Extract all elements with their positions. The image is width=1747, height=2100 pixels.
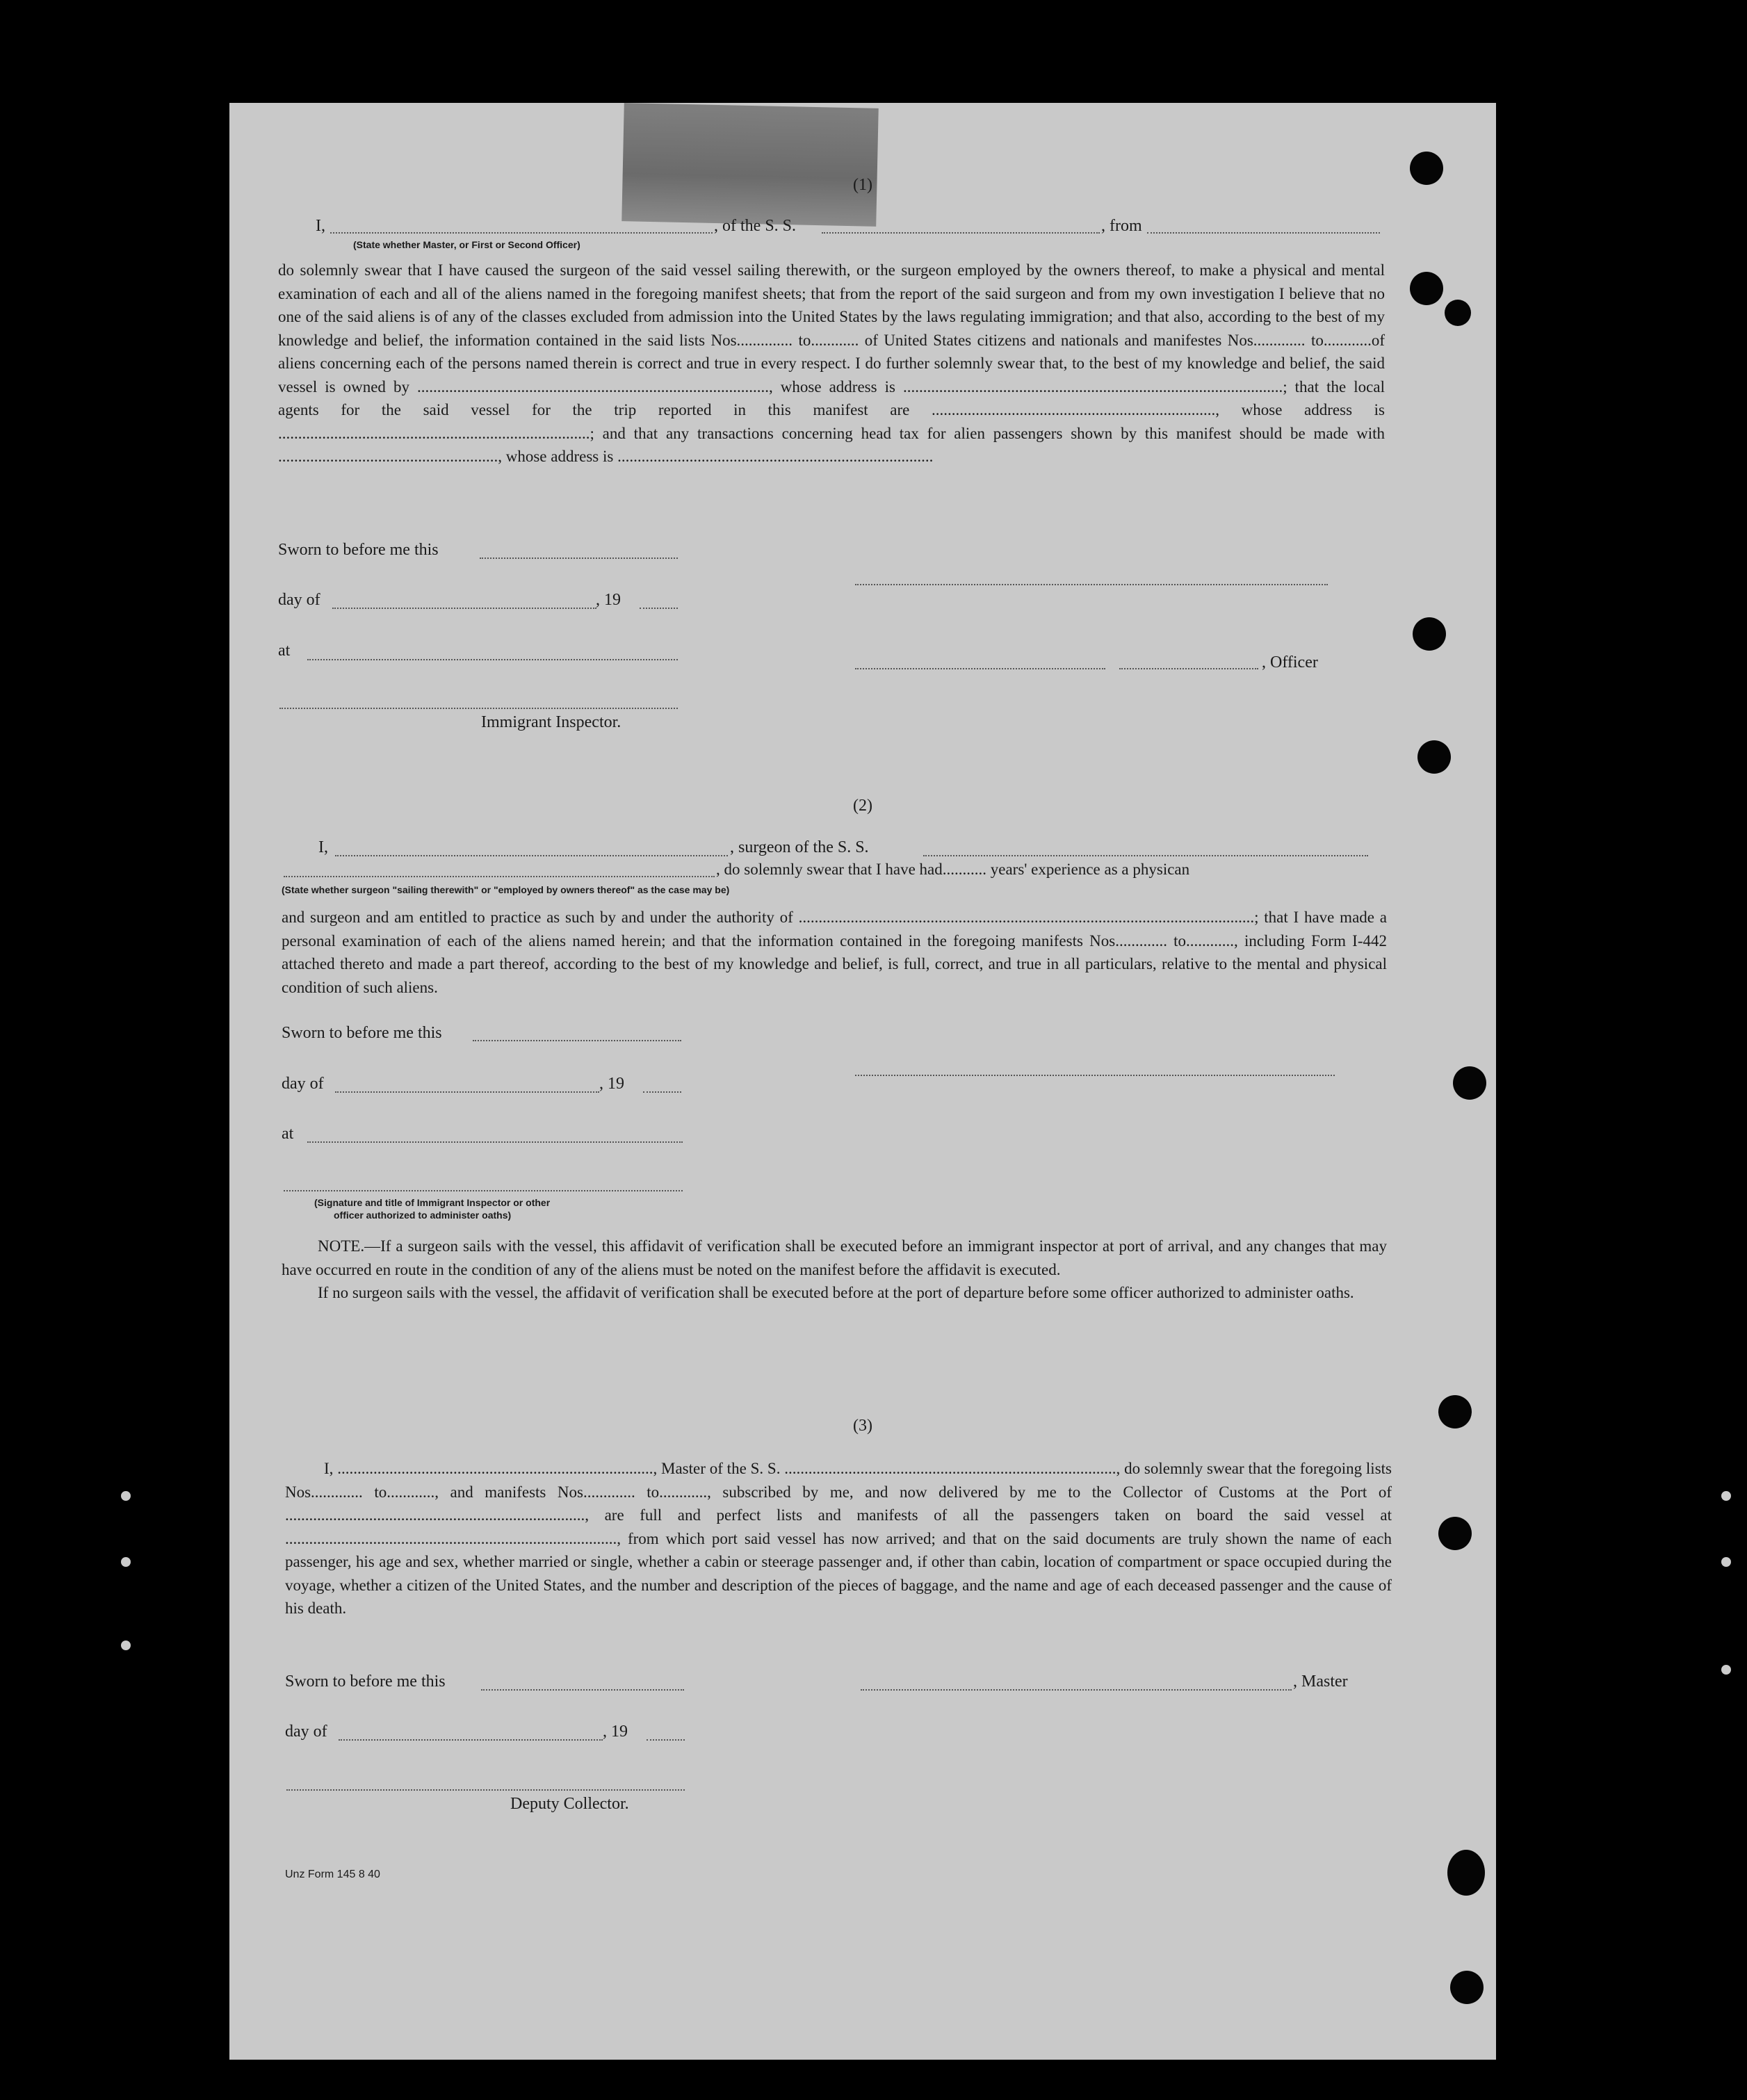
s2-year: , 19 bbox=[599, 1075, 624, 1093]
s2-name-blank bbox=[335, 855, 728, 856]
s1-day-of: day of bbox=[278, 591, 320, 609]
s1-day-blank bbox=[332, 608, 596, 609]
s3-collector-line bbox=[286, 1789, 685, 1791]
s2-day-of: day of bbox=[282, 1075, 324, 1093]
s3-master-blank bbox=[861, 1689, 1292, 1691]
s2-ss-blank bbox=[923, 855, 1368, 856]
s2-signature-blank bbox=[284, 1190, 683, 1191]
s1-sworn: Sworn to before me this bbox=[278, 541, 439, 559]
s3-year: , 19 bbox=[603, 1723, 628, 1741]
s1-officer-label: , Officer bbox=[1262, 653, 1318, 671]
s1-inspector: Immigrant Inspector. bbox=[481, 713, 621, 731]
s2-note-2: If no surgeon sails with the vessel, the affidavit of verification shall be executed before at the port of departure before some officer authorized to administer oaths. bbox=[318, 1284, 1354, 1301]
s1-body: do solemnly swear that I have caused the surgeon of the said vessel sailing therewith, or the surgeon employed by the owners thereof, to make a physical and mental examination of each and all of the aliens named in the foregoing manifest sheets; that from the report of the said surgeon and from my own investigation I believe that no one of the said aliens is of any of the classes excluded from admission into the United States by the laws regulating immigration; and that also, according to the best of my knowledge and belief, the information contained in the said lists Nos.............. to............ of United States citizens and nationals and manifestes Nos............. to............of aliens concerning each of the persons named therein is correct and true in every respect. I do further solemnly swear that, to the best of my knowledge and belief, the said vessel is owned by ........................................................................................, whose address is ...............................................................................................; that the local agents for the said vessel for the trip reported in this manifest are ......................................................................., whose address is ..............................................................................; and that any transactions concerning head tax for alien passengers shown by this manifest should be made with ......................................................., whose address is ............................................................................... bbox=[278, 261, 1385, 465]
s2-surgeon-label: , surgeon of the S. S. bbox=[730, 838, 869, 856]
punch-hole bbox=[1413, 617, 1446, 651]
s3-sworn-blank bbox=[481, 1689, 684, 1691]
film-edge-mark bbox=[1721, 1557, 1731, 1567]
section-1-number: (1) bbox=[853, 176, 872, 194]
s1-year-blank bbox=[640, 608, 678, 609]
s2-signature-line bbox=[855, 1075, 1335, 1076]
punch-hole bbox=[1445, 300, 1471, 326]
s2-at: at bbox=[282, 1125, 294, 1143]
s1-signature-line bbox=[855, 584, 1328, 585]
punch-hole bbox=[1450, 1971, 1484, 2004]
punch-hole bbox=[1410, 272, 1443, 305]
s2-surgeon-hint: (State whether surgeon "sailing therewith" or "employed by owners thereof" as the case may be) bbox=[282, 884, 730, 895]
s2-at-blank bbox=[307, 1141, 683, 1143]
punch-hole bbox=[1447, 1850, 1485, 1896]
s2-signature-hint-1: (Signature and title of Immigrant Inspector or other bbox=[314, 1197, 551, 1208]
s2-line1-start: I, bbox=[318, 838, 328, 856]
document-page bbox=[229, 103, 1496, 2060]
punch-hole bbox=[1453, 1066, 1486, 1100]
s3-year-blank bbox=[647, 1739, 685, 1741]
s1-officer-blank-2 bbox=[1119, 668, 1258, 669]
punch-hole bbox=[1438, 1517, 1472, 1550]
s3-body: I, ..............................................................................., Master of the S. S. ..................................................................................., do solemnly swear that the foregoing lists Nos............. to............, and manifests Nos............. to............, subscribed by me, and now delivered by me to the Collector of Customs at the Port of ..........................................................................., are full and perfect lists and manifests of all the passengers taken on board the said vessel at ..................................................................................., from which port said vessel has now arrived; and that on the said documents are truly shown the name of each passenger, his age and sex, whether married or single, whether a cabin or steerage passenger and, if other than cabin, location of compartment or space occupied during the voyage, whether a citizen of the United States, and the number and description of the pieces of baggage, and the name and age of each deceased passenger and the cause of his death. bbox=[285, 1460, 1392, 1617]
s1-officer-blank-1 bbox=[855, 668, 1105, 669]
s1-sworn-blank bbox=[480, 557, 678, 559]
s3-day-of: day of bbox=[285, 1723, 327, 1741]
s3-day-blank bbox=[339, 1739, 603, 1741]
s2-year-blank bbox=[643, 1091, 681, 1093]
s1-from-label: , from bbox=[1101, 217, 1142, 235]
s1-at: at bbox=[278, 642, 291, 660]
film-edge-mark bbox=[121, 1557, 131, 1567]
s2-sworn: Sworn to before me this bbox=[282, 1024, 442, 1042]
s2-note bbox=[282, 1235, 1387, 1305]
section-3-number: (3) bbox=[853, 1417, 872, 1435]
s3-collector: Deputy Collector. bbox=[510, 1795, 629, 1813]
s1-from-blank bbox=[1147, 232, 1380, 234]
s1-officer-hint: (State whether Master, or First or Second Officer) bbox=[353, 239, 580, 250]
s1-line1-blank bbox=[330, 232, 713, 234]
s2-note-1: NOTE.—If a surgeon sails with the vessel, this affidavit of verification shall be executed before an immigrant inspector at port of arrival, and any changes that may have occurred en route in the condition of any of the aliens must be noted on the manifest before the affidavit is executed. bbox=[282, 1237, 1387, 1278]
s3-sworn: Sworn to before me this bbox=[285, 1672, 446, 1691]
s1-line1-start: I, bbox=[316, 217, 325, 235]
section-2-number: (2) bbox=[853, 797, 872, 815]
tape-strip bbox=[621, 103, 878, 227]
film-edge-mark bbox=[1721, 1491, 1731, 1501]
film-edge-mark bbox=[121, 1641, 131, 1650]
s1-ss-label: , of the S. S. bbox=[714, 217, 797, 235]
s2-sworn-blank bbox=[473, 1040, 681, 1041]
film-edge-mark bbox=[1721, 1665, 1731, 1675]
s1-ss-blank bbox=[822, 232, 1100, 234]
s1-inspector-line bbox=[279, 708, 678, 709]
s2-line2-blank bbox=[284, 876, 715, 877]
punch-hole bbox=[1417, 740, 1451, 774]
s3-master-label: , Master bbox=[1293, 1672, 1348, 1691]
s1-at-blank bbox=[307, 659, 678, 660]
s1-year: , 19 bbox=[596, 591, 621, 609]
s2-body: and surgeon and am entitled to practice as such by and under the authority of ..................................................................................................................; that I have made a personal examination of each of the aliens named herein; and that the information contained in the foregoing manifests Nos............. to............, including Form I-442 attached thereto and made a part thereof, according to the best of my knowledge and belief, is full, correct, and true in all particulars, relative to the mental and physical condition of such aliens. bbox=[282, 909, 1387, 996]
s2-day-blank bbox=[335, 1091, 599, 1093]
s2-line2: , do solemnly swear that I have had........... years' experience as a physican bbox=[716, 861, 1190, 878]
form-id: Unz Form 145 8 40 bbox=[285, 1869, 380, 1880]
film-edge-mark bbox=[121, 1491, 131, 1501]
s2-signature-hint-2: officer authorized to administer oaths) bbox=[334, 1210, 512, 1221]
